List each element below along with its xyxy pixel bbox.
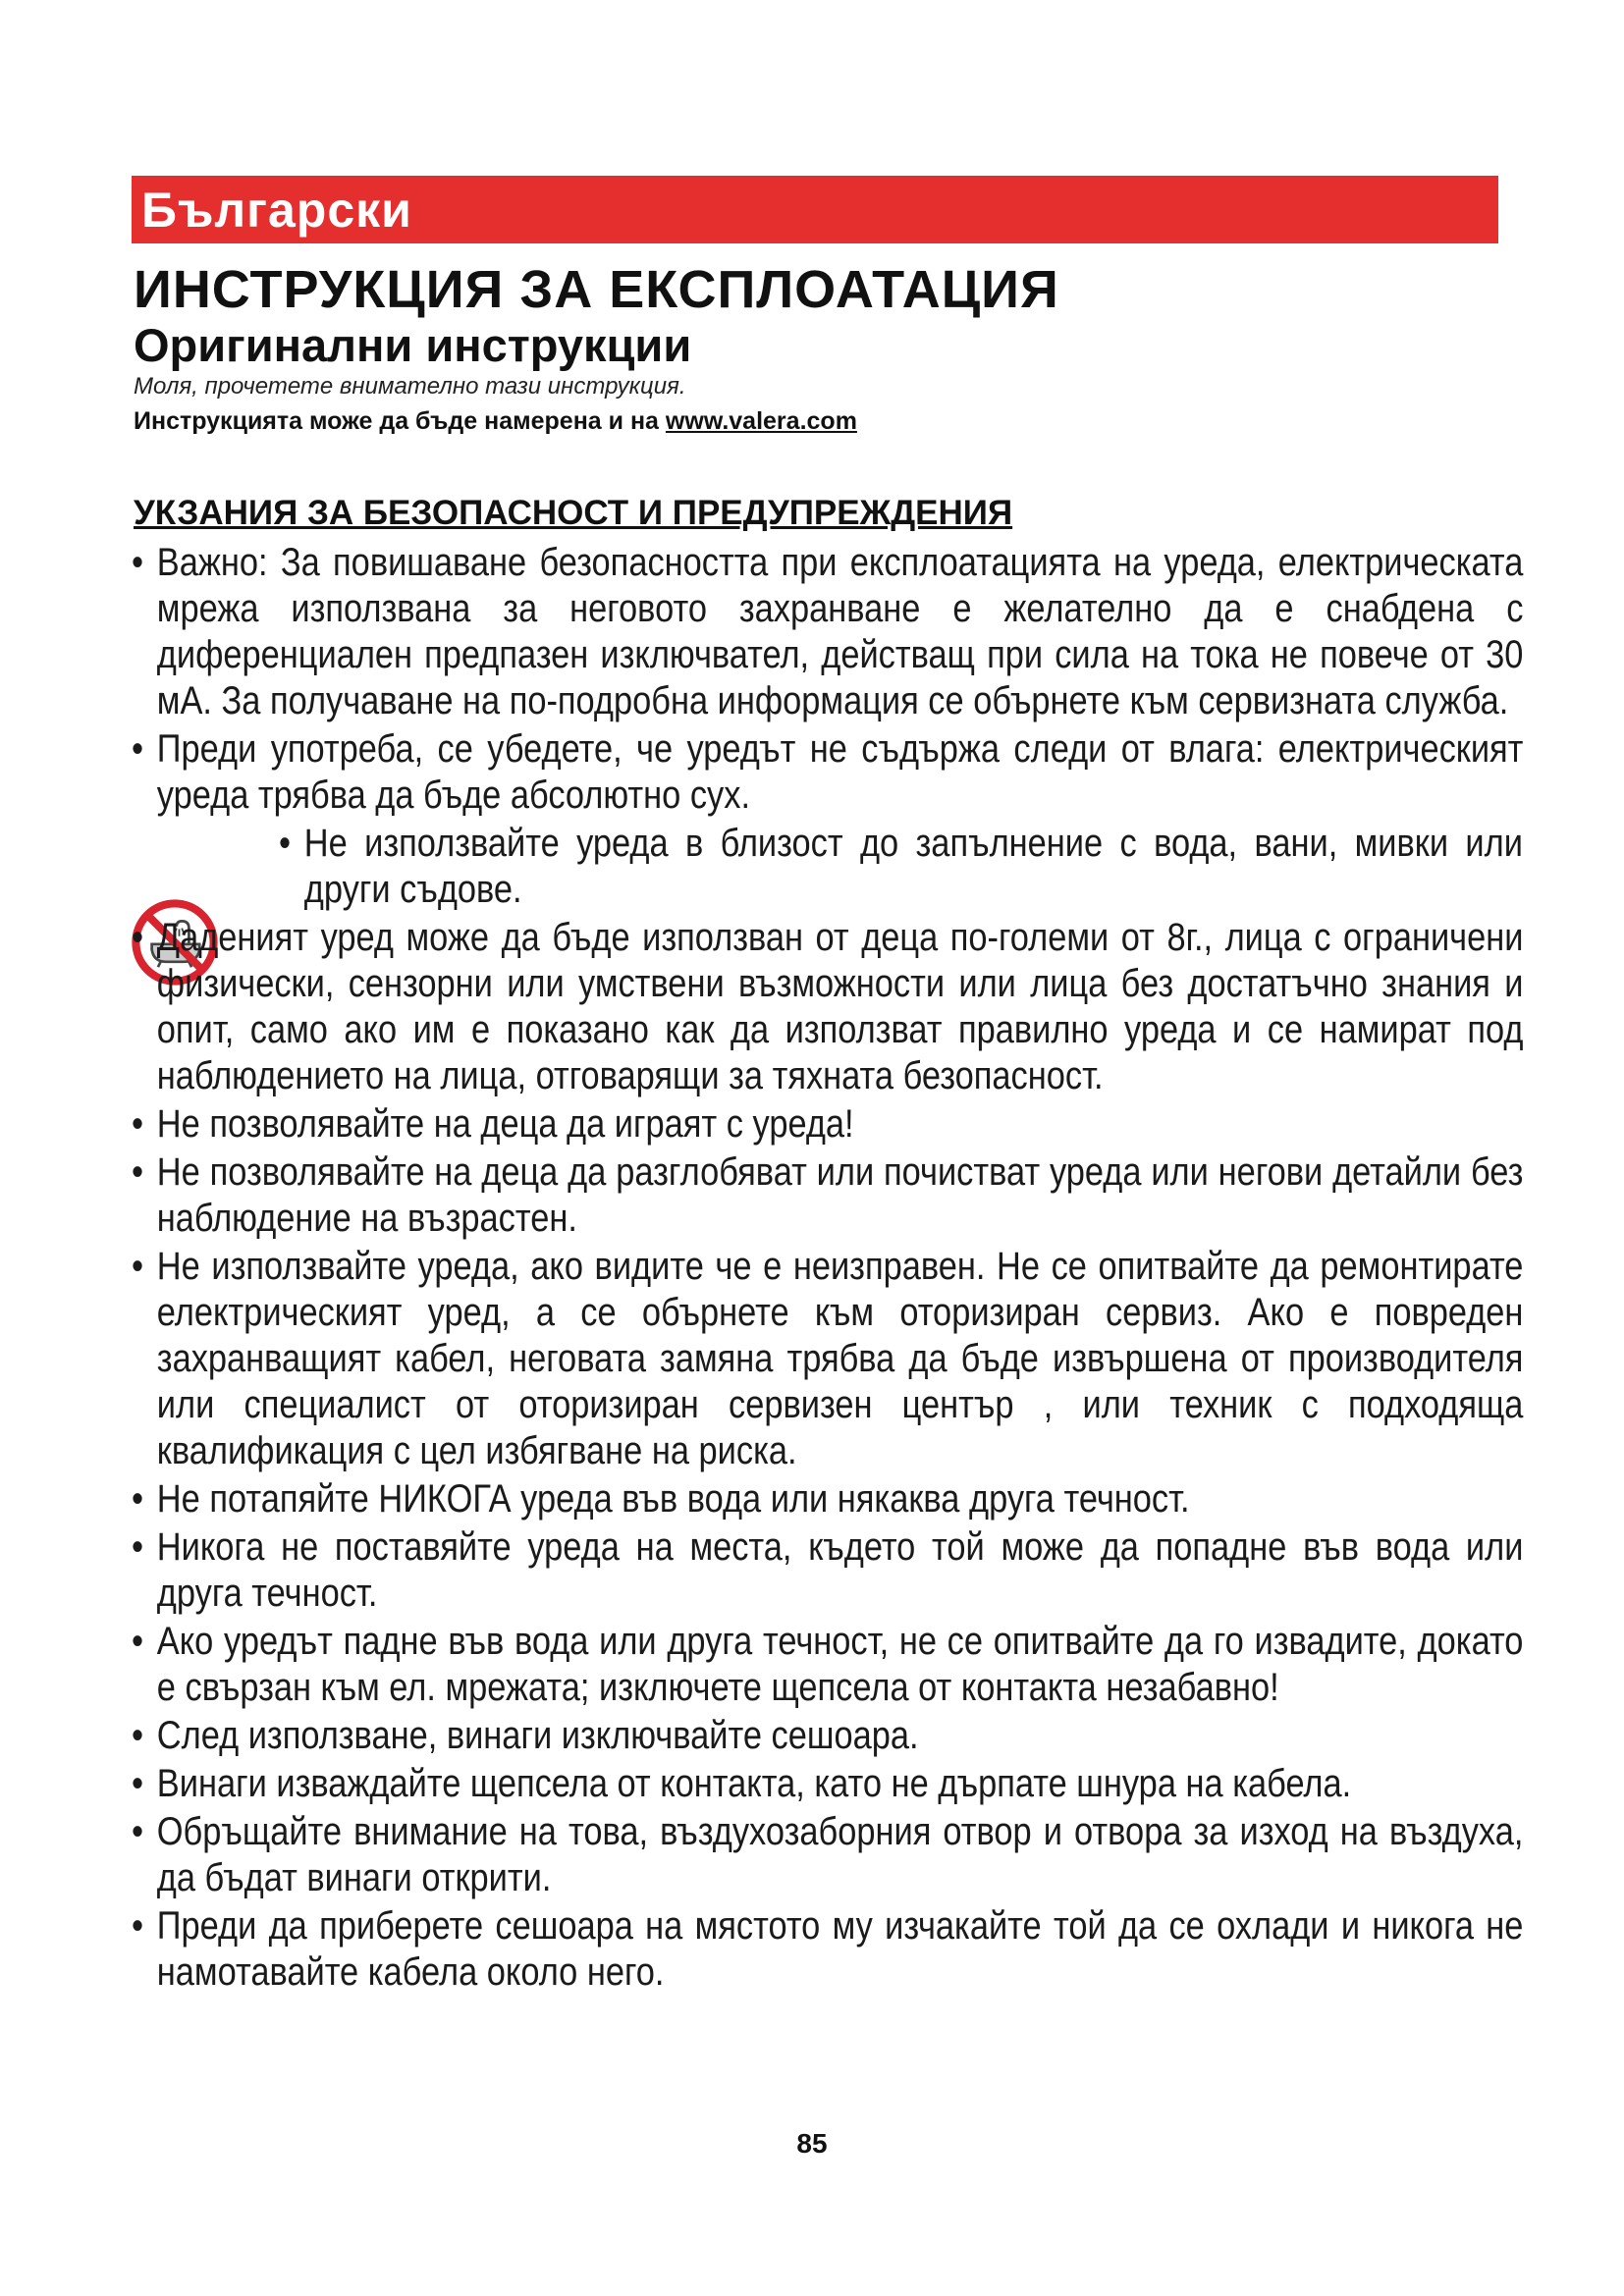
list-item: • Важно: За повишаване безопасността при експлоатацията на уреда, електрическата мрежа използвана за неговото захранване е желателно да е снабдена с диференциален предпазен изключвател, действащ при сила на тока не повече от 30 мА. За получаване на по-подробна информация се обърнете към сервизната служба.: [132, 541, 1524, 722]
list-item: • Не използвайте уреда в близост до запълнение с вода, вани, мивки или други съдове.: [279, 822, 1523, 911]
list-item: • Винаги изваждайте щепсела от контакта, като не дърпате шнура на кабела.: [132, 1762, 1352, 1805]
language-banner: [132, 176, 1498, 243]
list-item: • Даденият уред може да бъде използван от деца по-големи от 8г., лица с ограничени физически, сензорни или умствени възможности или лица без достатъчно знания и опит, само ако им е показано как да използват правилно уреда и се намират под наблюдението на лица, отговарящи за тяхната безопасност.: [132, 916, 1524, 1097]
page-subtitle: Оригинални инструкции: [134, 319, 692, 371]
list-item: • Не потапяйте НИКОГА уреда във вода или някаква друга течност.: [132, 1477, 1190, 1521]
list-item: • Не използвайте уреда, ако видите че е неизправен. Не се опитвайте да ремонтирате електрическият уред, а се обърнете към оторизиран сервиз. Ако е повреден захранващият кабел, неговата замяна трябва да бъде извършена от производителя или специалист от оторизиран сервизен център , или техник с подходяща квалификация с цел избягване на риска.: [132, 1245, 1524, 1472]
safety-section-title: УКЗАНИЯ ЗА БЕЗОПАСНОСТ И ПРЕДУПРЕЖДЕНИЯ: [134, 494, 1013, 532]
list-item: • Не позволявайте на деца да разглобяват или почистват уреда или негови детайли без наблюдение на възрастен.: [132, 1150, 1524, 1240]
page-number: 85: [796, 2128, 828, 2159]
list-item: • Преди употреба, се убедете, че уредът не съдържа следи от влага: електрическият уреда трябва да бъде абсолютно сух.: [132, 727, 1524, 817]
safety-list: [132, 540, 1524, 1998]
list-item: • Обръщайте внимание на това, въздухозаборния отвор и отвора за изход на въздуха, да бъдат винаги открити.: [132, 1810, 1524, 1899]
list-item: • След използване, винаги изключвайте сешоара.: [132, 1714, 919, 1757]
website-link[interactable]: www.valera.com: [665, 407, 857, 435]
list-item: • Не позволявайте на деца да играят с уреда!: [132, 1102, 854, 1146]
list-item: • Ако уредът падне във вода или друга течност, не се опитвайте да го извадите, докато е свързан към ел. мрежата; изключете щепсела от контакта незабавно!: [132, 1620, 1524, 1709]
language-label: Български: [141, 183, 412, 238]
page-title: ИНСТРУКЦИЯ ЗА ЕКСПЛОАТАЦИЯ: [134, 260, 1059, 319]
read-note: Моля, прочетете внимателно тази инструкция.: [134, 373, 686, 400]
website-prefix: Инструкцията може да бъде намерена и на: [134, 407, 666, 435]
list-item: • Никога не поставяйте уреда на места, където той може да попадне във вода или друга течност.: [132, 1525, 1524, 1615]
list-item: • Преди да приберете сешоара на мястото му изчакайте той да се охлади и никога не намотавайте кабела около него.: [132, 1904, 1524, 1994]
website-line: [134, 407, 857, 436]
